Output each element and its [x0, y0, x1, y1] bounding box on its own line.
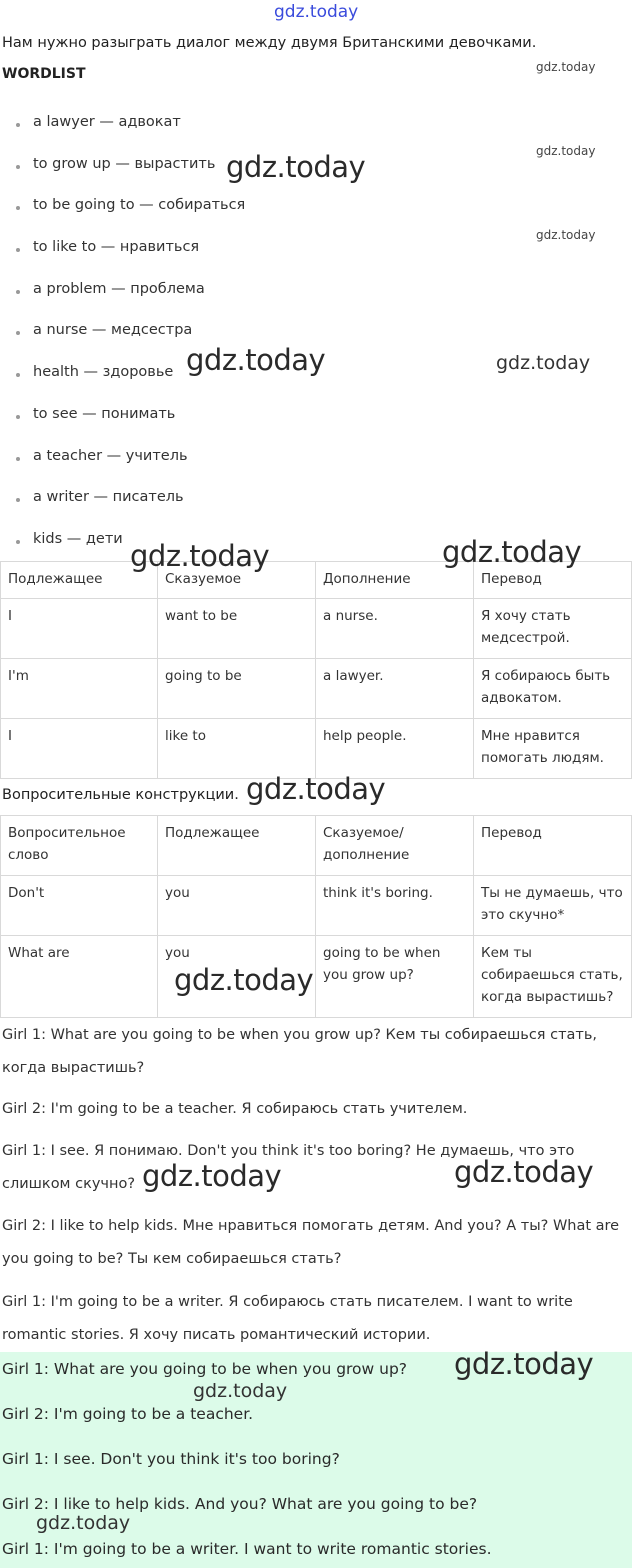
site-watermark: gdz.today — [193, 1380, 288, 1402]
site-watermark: gdz.today — [226, 150, 366, 184]
site-watermark-top: gdz.today — [274, 2, 359, 22]
site-watermark: gdz.today — [442, 535, 582, 569]
table-header-cell: Дополнение — [316, 562, 474, 599]
table-cell: Ты не думаешь, что это скучно* — [474, 876, 632, 936]
list-item: a problem — проблема — [0, 281, 245, 323]
table-cell: What are — [1, 936, 158, 1018]
table-header-row — [1, 816, 632, 876]
list-item: to be going to — собираться — [0, 197, 245, 239]
list-item: health — здоровье — [0, 364, 245, 406]
list-item: a writer — писатель — [0, 489, 245, 531]
answer-line: Girl 2: I'm going to be a teacher. — [2, 1405, 254, 1423]
table-cell: I'm — [1, 659, 158, 719]
site-watermark: gdz.today — [454, 1347, 594, 1381]
answer-line: Girl 1: I'm going to be a writer. I want to write romantic stories. — [2, 1540, 492, 1558]
table-cell: a nurse. — [316, 599, 474, 659]
table-cell: Кем ты собираешься стать, когда вырастишь? — [474, 936, 632, 1018]
table-header-cell: Вопросительное слово — [1, 816, 158, 876]
table-header-cell: Сказуемое/ дополнение — [316, 816, 474, 876]
questions-label: Вопросительные конструкции. — [2, 787, 239, 803]
site-watermark: gdz.today — [142, 1159, 282, 1193]
table-header-cell: Перевод — [474, 562, 632, 599]
table-cell: going to be when you grow up? — [316, 936, 474, 1018]
site-watermark: gdz.today — [36, 1512, 131, 1534]
dialog-line: Girl 1: What are you going to be when you grow up? Кем ты собираешься стать, когда вырастишь? — [2, 1027, 598, 1076]
list-item: kids — дети — [0, 531, 245, 573]
list-item: a teacher — учитель — [0, 448, 245, 490]
sentence-table — [0, 561, 632, 779]
site-watermark: gdz.today — [246, 772, 386, 806]
list-item: to see — понимать — [0, 406, 245, 448]
intro-text: Нам нужно разыграть диалог между двумя Британскими девочками. — [2, 35, 537, 51]
table-cell: Don't — [1, 876, 158, 936]
table-cell: a lawyer. — [316, 659, 474, 719]
table-cell: I — [1, 599, 158, 659]
table-cell: you — [158, 876, 316, 936]
list-item: to grow up — вырастить — [0, 156, 245, 198]
answer-line: Girl 1: I see. Don't you think it's too boring? — [2, 1450, 340, 1468]
table-row — [1, 876, 632, 936]
table-cell: Я хочу стать медсестрой. — [474, 599, 632, 659]
table-row — [1, 659, 632, 719]
table-row — [1, 719, 632, 779]
dialog-line: Girl 2: I like to help kids. Мне нравиться помогать детям. And you? А ты? What are you going to be? Ты кем собираешься стать? — [2, 1218, 620, 1267]
table-header-row — [1, 562, 632, 599]
table-cell: I — [1, 719, 158, 779]
table-header-cell: Подлежащее — [1, 562, 158, 599]
table-cell: Я собираюсь быть адвокатом. — [474, 659, 632, 719]
table-row — [1, 599, 632, 659]
table-cell: think it's boring. — [316, 876, 474, 936]
site-watermark: gdz.today — [186, 343, 326, 377]
list-item: a lawyer — адвокат — [0, 114, 245, 156]
table-cell: want to be — [158, 599, 316, 659]
table-cell: help people. — [316, 719, 474, 779]
table-header-cell: Перевод — [474, 816, 632, 876]
table-header-cell: Подлежащее — [158, 816, 316, 876]
dialog-line: Girl 1: I'm going to be a writer. Я собираюсь стать писателем. I want to write romantic stories. Я хочу писать романтический истории. — [2, 1294, 573, 1343]
table-row — [1, 936, 632, 1018]
wordlist-title: WORDLIST — [2, 66, 86, 82]
wordlist — [0, 114, 245, 573]
dialog-line: Girl 1: I see. Я понимаю. Don't you think it's too boring? Не думаешь, что это слишком скучно? — [2, 1143, 575, 1192]
site-watermark: gdz.today — [536, 60, 596, 74]
dialog-line: Girl 2: I'm going to be a teacher. Я собираюсь стать учителем. — [2, 1101, 468, 1117]
table-cell: Мне нравится помогать людям. — [474, 719, 632, 779]
table-cell: going to be — [158, 659, 316, 719]
question-table — [0, 815, 632, 1018]
list-item: to like to — нравиться — [0, 239, 245, 281]
answer-line: Girl 1: What are you going to be when you grow up? — [2, 1360, 408, 1378]
table-header-cell: Сказуемое — [158, 562, 316, 599]
site-watermark: gdz.today — [174, 963, 314, 997]
site-watermark: gdz.today — [454, 1155, 594, 1189]
site-watermark: gdz.today — [130, 539, 270, 573]
site-watermark: gdz.today — [496, 352, 591, 374]
list-item: a nurse — медсестра — [0, 322, 245, 364]
site-watermark: gdz.today — [536, 144, 596, 158]
table-cell: like to — [158, 719, 316, 779]
answer-line: Girl 2: I like to help kids. And you? What are you going to be? — [2, 1495, 478, 1513]
site-watermark: gdz.today — [536, 228, 596, 242]
table-cell: you — [158, 936, 316, 1018]
